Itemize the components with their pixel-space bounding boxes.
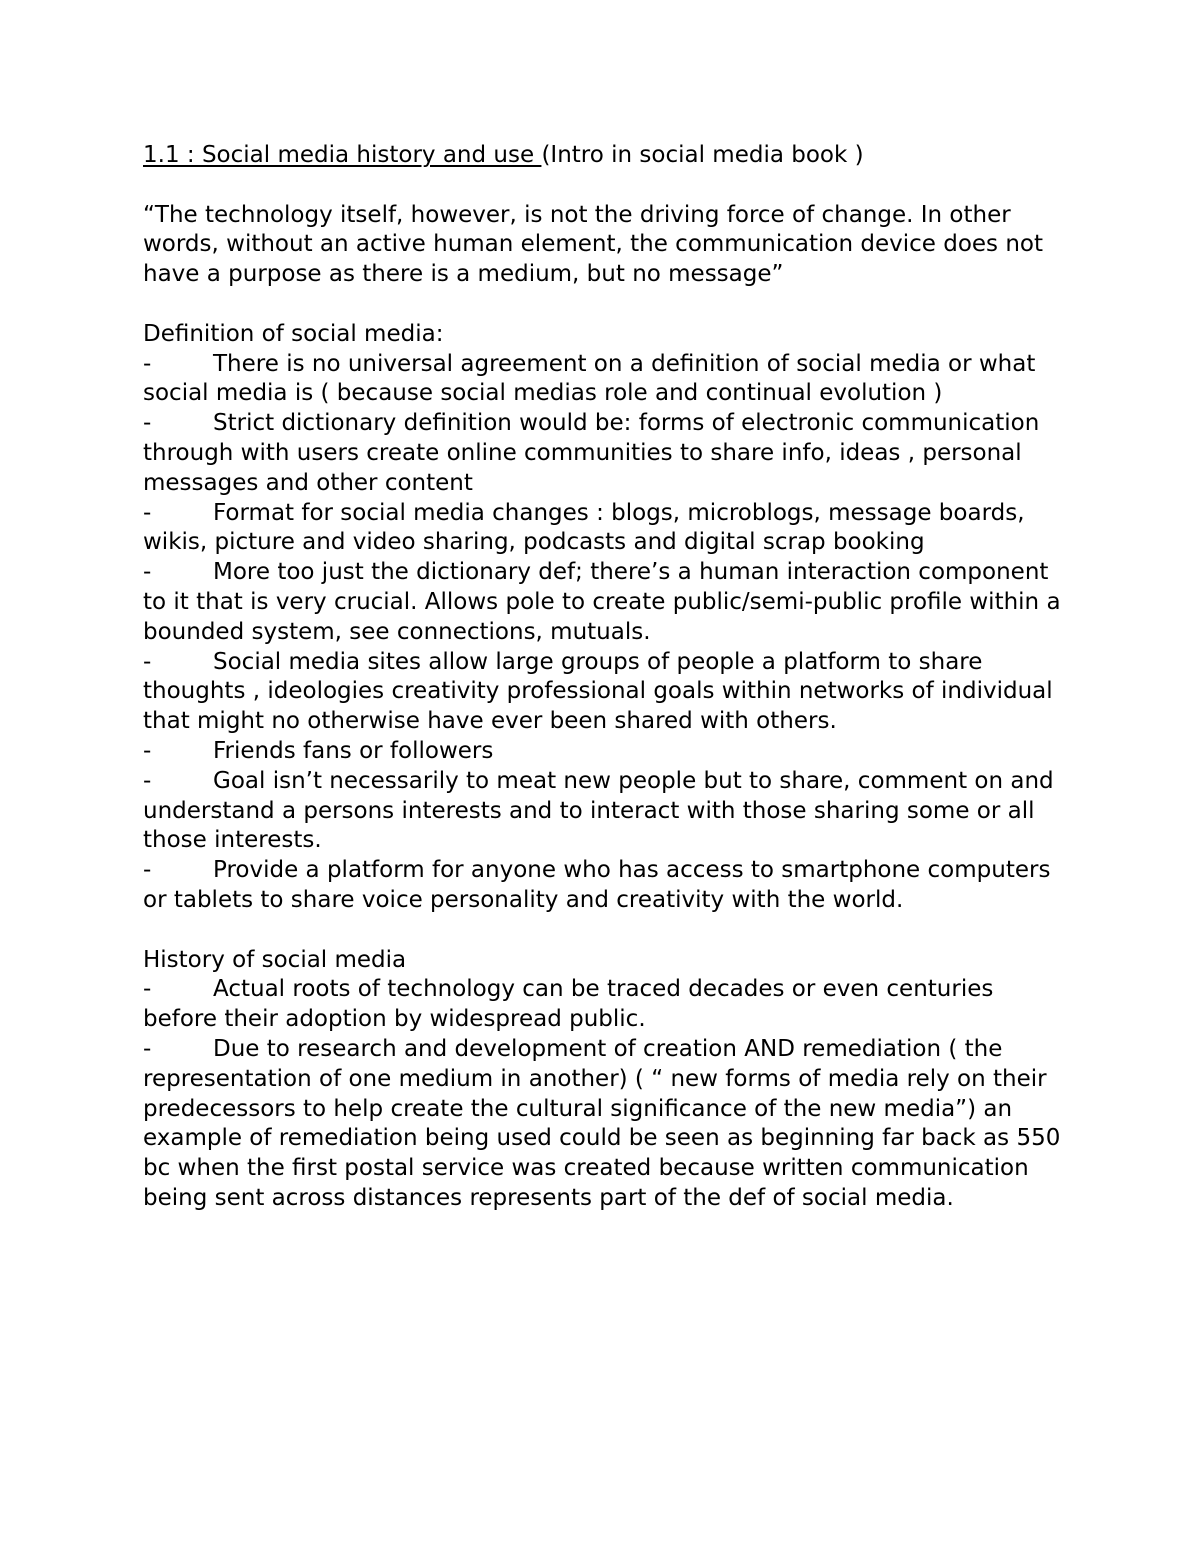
list-item-text: Friends fans or followers	[213, 737, 494, 764]
bullet-marker: -	[143, 737, 152, 764]
list-item	[143, 350, 1073, 410]
document-body	[143, 141, 1073, 1214]
bullet-marker: -	[143, 1035, 152, 1062]
list-item-text: Strict dictionary definition would be: forms of electronic communication through with users create online communities to share info, ideas , personal messages and other content	[143, 410, 1040, 496]
blank-line	[143, 171, 1073, 201]
section-heading	[143, 141, 1073, 171]
list-item-text: Actual roots of technology can be traced decades or even centuries before their adoption by widespread public.	[143, 976, 994, 1033]
list-item-text: There is no universal agreement on a definition of social media or what social media is ( because social medias role and continual evolution )	[143, 350, 1036, 407]
list-item-text: Due to research and development of creation AND remediation ( the representation of one medium in another) ( “ new forms of media rely on their predecessors to help create the cultural significance of the new media”) an example of remediation being used could be seen as beginning far back as 550 bc when the first postal service was created because written communication being sent across distances represents part of the def of social media.	[143, 1035, 1061, 1211]
bullet-marker: -	[143, 350, 152, 377]
list-item	[143, 1035, 1073, 1214]
bullet-marker: -	[143, 648, 152, 675]
list-item	[143, 737, 1073, 767]
list-item	[143, 499, 1073, 559]
list-item	[143, 767, 1073, 856]
list-item-text: Format for social media changes : blogs, microblogs, message boards, wikis, picture and video sharing, podcasts and digital scrap booking	[143, 499, 1025, 556]
list-item-text: Provide a platform for anyone who has access to smartphone computers or tablets to share voice personality and creativity with the world.	[143, 857, 1051, 913]
blank-line	[143, 290, 1073, 320]
list-item	[143, 409, 1073, 498]
list-item	[143, 856, 1073, 916]
list-item-text: More too just the dictionary def; there’s a human interaction component to it that is very crucial. Allows pole to create public/semi-public profile within a bounded system, see connections, mutuals.	[143, 559, 1061, 645]
bullet-marker: -	[143, 976, 152, 1003]
blank-line	[143, 916, 1073, 946]
list-item-text: Social media sites allow large groups of people a platform to share thoughts , ideologies creativity professional goals within networks of individual that might no otherwise have ever been shared with others.	[143, 648, 1053, 735]
quote-paragraph: “The technology itself, however, is not the driving force of change. In other words, without an active human element, the communication device does not have a purpose as there is a medium, but no message”	[143, 201, 1043, 288]
list-item-text: Goal isn’t necessarily to meat new people but to share, comment on and understand a persons interests and to interact with those sharing some or all those interests.	[143, 767, 1054, 854]
bullet-marker: -	[143, 410, 152, 437]
list-item	[143, 558, 1073, 647]
definition-title: Definition of social media:	[143, 320, 444, 347]
bullet-marker: -	[143, 857, 152, 884]
heading-rest: (Intro in social media book )	[541, 142, 864, 168]
bullet-marker: -	[143, 767, 152, 794]
heading-underlined: 1.1 : Social media history and use	[143, 142, 542, 168]
history-title: History of social media	[143, 946, 407, 973]
bullet-marker: -	[143, 559, 152, 586]
list-item	[143, 648, 1073, 737]
history-list	[143, 975, 1073, 1213]
list-item	[143, 975, 1073, 1035]
bullet-marker: -	[143, 499, 152, 526]
definition-list	[143, 350, 1073, 916]
